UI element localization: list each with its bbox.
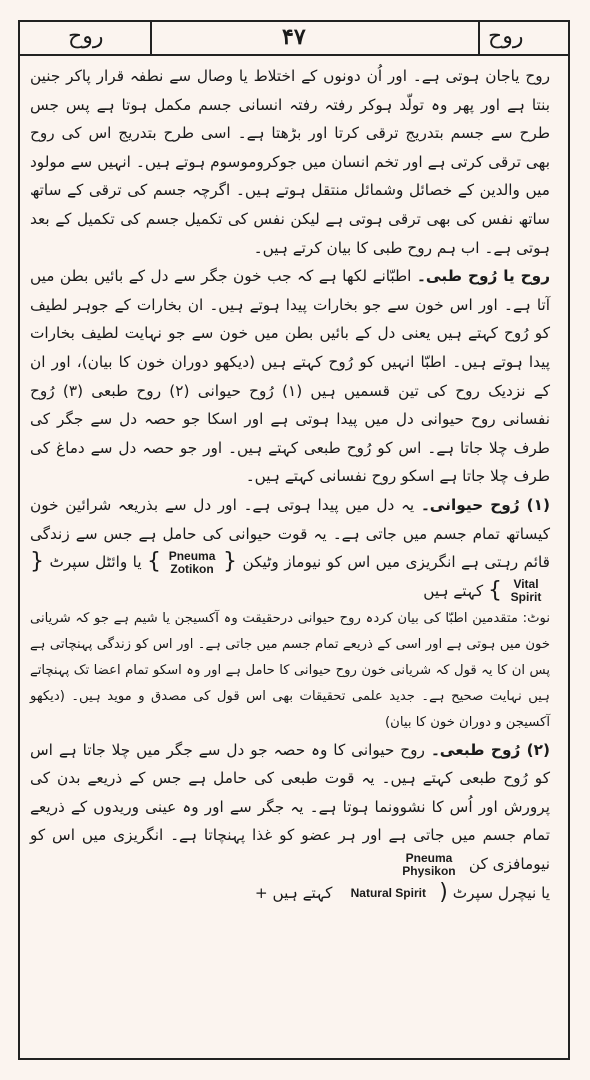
left-border <box>18 20 20 1060</box>
paragraph-5-text: روح حیوانی کا وہ حصہ جو دل سے جگر میں چلا جاتا ہے اس کو رُوح طبعی کہتے ہیں۔ یہ قوت طبعی کی حامل ہے جس کے ذریعے بدن کی پرورش اور اُس کا نشوونما ہوتا ہے۔ یہ جگر سے اور وہ عینی وریدوں کے ذریعے تمام جسم میں جاتی ہے اور ہر عضو کو غذا پہنچاتا ہے۔ انگریزی میں اس کو نیومافزی کن <box>30 740 550 874</box>
paragraph-6-tail: کہتے ہیں + <box>254 883 333 902</box>
paragraph-4-text: یا وائٹل سپرٹ <box>49 553 142 572</box>
paragraph-6 <box>30 879 550 908</box>
paragraph-3 <box>30 491 550 606</box>
brace-open: { <box>223 549 238 575</box>
brace-open-2: { <box>30 549 44 575</box>
paragraph-2-text: اطبّانے لکھا ہے کہ جب خون جگر سے دل کے بائیں بطن میں آتا ہے۔ اور اس خون سے جو بخارات پیدا ہوتے ہیں۔ ان بخارات کے جوہر لطیف کو رُوح کہتے ہیں یعنی دل کے بائیں بطن میں خون سے جو نہایت لطیف بخارات پیدا ہوتے ہیں۔ اطبّا انہیں کو رُوح کہتے ہیں (دیکھو دوران خون کا بیان)، اور ان کے نزدیک روح کی تین قسمیں ہیں (۱) رُوح حیوانی (۲) روح طبعی (۳) رُوح نفسانی روح حیوانی دل میں پیدا ہوتی ہے اور اسکا جو حصہ دل سے جگر کی طرف چلا جاتا ہے۔ اس کو رُوح طبعی کہتے ہیں۔ اور جو حصہ دل سے دماغ کی طرف چلا جاتا ہے اسکو روح نفسانی کہتے ہیں۔ <box>30 267 551 486</box>
note-paragraph: نوٹ: متقدمین اطبّا کی بیان کردہ روح حیوانی درحقیقت وہ آکسیجن یا شیم ہے جو کہ شریانی خون میں ہوتی ہے اور اسی کے ذریعے تمام جسم میں جاتی ہے۔ اور اس کو زندگی پہنچاتی ہے پس ان کا یہ قول کہ شریانی خون روح حیوانی کا حامل ہے اور وہ اسکو تمام اعضا تک پہنچاتے ہیں نہایت صحیح ہے۔ جدید علمی تحقیقات بھی اس قول کی مصدق و موید ہیں۔ (دیکھو آکسیجن و دوران خون کا بیان) <box>30 610 550 730</box>
paragraph-5 <box>30 736 550 879</box>
top-rule <box>18 20 570 22</box>
brace-close: } <box>147 549 162 575</box>
page-body <box>30 62 550 907</box>
term-vital-spirit: Vital Spirit <box>510 577 542 605</box>
paren-open: ( <box>439 879 448 905</box>
brace-close-2: } <box>488 578 502 604</box>
paragraph-2 <box>30 262 550 491</box>
bottom-rule <box>18 1058 570 1060</box>
header-rule <box>18 54 570 56</box>
header-divider-left <box>150 20 152 56</box>
term-pneuma-physikon: Pneuma Physikon <box>402 850 456 878</box>
term-pneuma-zotikon: Pneuma Zotikon <box>168 548 216 576</box>
header-title-right: روح <box>488 24 524 49</box>
page-number: ۴۷ <box>282 24 306 50</box>
heading-rooh-tibbi: روح یا رُوح طبی۔ <box>416 267 551 286</box>
paragraph-6-text: یا نیچرل سپرٹ <box>452 883 550 902</box>
header-title-left: روح <box>68 24 104 49</box>
heading-rooh-haiwani: (۱) رُوح حیوانی۔ <box>420 495 550 514</box>
heading-rooh-tabai: (۲) رُوح طبعی۔ <box>430 740 550 759</box>
right-border <box>568 20 570 1060</box>
paragraph-1: روح یاجان ہوتی ہے۔ اور اُن دونوں کے اختلاط یا وصال سے نطفہ قرار پاکر جنین بنتا ہے اور پھر وہ تولّد ہوکر رفتہ رفتہ انسانی جسم مکمل ہوتا ہے پس جس طرح سے جسم بتدریج ترقی کرتا اور بڑھتا ہے۔ اسی طرح بتدریج اس کی روح بھی ترقی کرتی ہے اور تخم انسان میں جوکروموسوم ہوتے ہیں۔ انہیں سے مولود میں والدین کے خصائل وشمائل منتقل ہوتے ہیں۔ اگرچہ جسم کی ترقی کے ساتھ ساتھ نفس کی بھی ترقی ہوتی ہے لیکن نفس کی تکمیل جسم کی تکمیل کے بعد ہوتی ہے۔ اب ہم روح طبی کا بیان کرتے ہیں۔ <box>30 67 550 257</box>
header-divider-right <box>478 20 480 56</box>
paragraph-3-text: یہ دل میں پیدا ہوتی ہے۔ اور دل سے بذریعہ شرائین خون کیساتھ تمام جسم میں جاتی ہے۔ یہ قوت حیوانی کی حامل ہے جس سے زندگی قائم رہتی ہے انگریزی میں اس کو نیوماز وٹیکن <box>30 495 550 572</box>
paragraph-4-tail: کہتے ہیں <box>423 581 484 600</box>
term-natural-spirit: Natural Spirit <box>350 885 426 900</box>
